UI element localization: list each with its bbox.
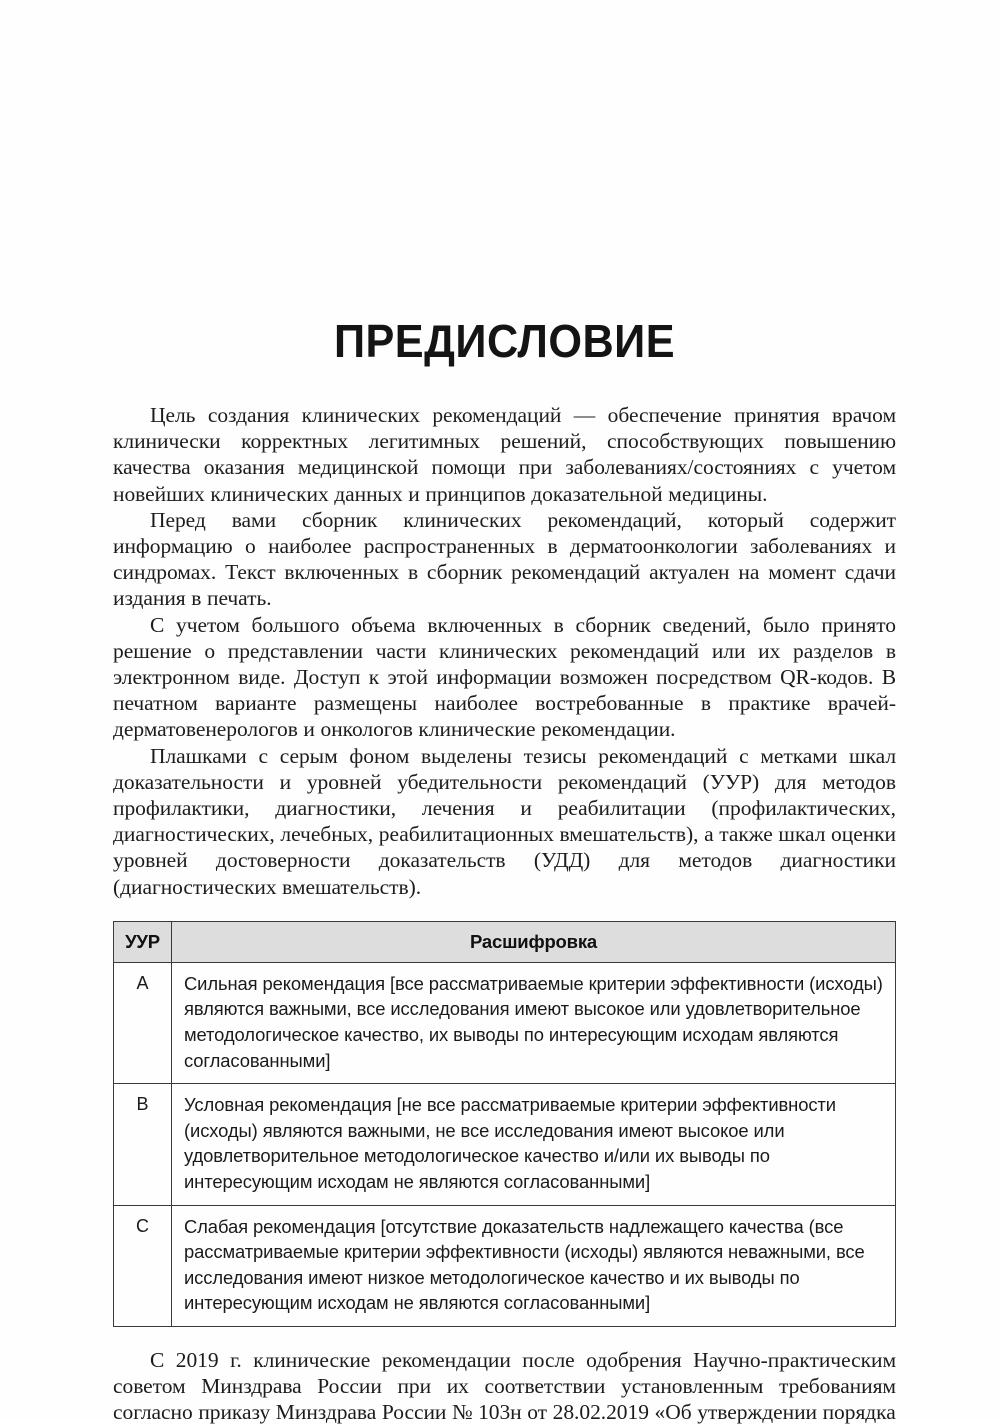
table-cell-description: Условная рекомендация [не все рассматриваемые критерии эффективности (исходы) являются важными, не все исследования имеют высокое или удовлетворительное методологическое качество и/или их выводы по интересующим исходам не являются согласованными] [172,1084,896,1205]
table-body [114,962,896,1326]
uur-table [113,921,896,1327]
table-header-row [114,921,896,962]
table-header-description: Расшифровка [172,921,896,962]
uur-table-wrapper [113,921,896,1327]
table-row [114,962,896,1083]
paragraph-collection-overview: Перед вами сборник клинических рекомендаций, который содержит информацию о наиболее распространенных в дерматоонкологии заболеваниях и синдромах. Текст включенных в сборник рекомендаций актуален на момент сдачи издания в печать. [113,507,896,611]
table-cell-code: B [114,1084,172,1205]
table-row [114,1084,896,1205]
table-cell-description: Сильная рекомендация [все рассматриваемые критерии эффективности (исходы) являются важными, все исследования имеют высокое или удовлетворительное методологическое качество, их выводы по интересующим исходам являются согласованными] [172,962,896,1083]
paragraph-ministry-order: С 2019 г. клинические рекомендации после одобрения Научно-практическим советом Минздрава России при их соответствии установленным требованиям согласно приказу Минздрава России № 103н от 28.02.2019 «Об утверждении порядка [113,1347,896,1425]
paragraph-electronic-format: С учетом большого объема включенных в сборник сведений, было принято решение о представлении части клинических рекомендаций или их разделов в электронном виде. Доступ к этой информации возможен посредством QR-кодов. В печатном варианте размещены наиболее востребованные в практике врачей-дерматовенерологов и онкологов клинические рекомендации. [113,612,896,742]
page-content [113,315,896,1426]
paragraph-purpose: Цель создания клинических рекомендаций — обеспечение принятия врачом клинически корректных легитимных решений, способствующих повышению качества оказания медицинской помощи при заболеваниях/состояниях с учетом новейших клинических данных и принципов доказательной медицины. [113,403,896,506]
table-cell-code: A [114,962,172,1083]
table-header [114,921,896,962]
table-row [114,1205,896,1326]
paragraph-gray-boxes: Плашками с серым фоном выделены тезисы рекомендаций с метками шкал доказательности и уровней убедительности рекомендаций (УУР) для методов профилактики, диагностики, лечения и реабилитации (профилактических, диагностических, лечебных, реабилитационных вмешательств), а также шкал оценки уровней достоверности доказательств (УДД) для методов диагностики (диагностических вмешательств). [113,743,896,899]
table-cell-code: C [114,1205,172,1326]
page-title: ПРЕДИСЛОВИЕ [333,315,676,367]
table-cell-description: Слабая рекомендация [отсутствие доказательств надлежащего качества (все рассматриваемые критерии эффективности (исходы) являются неважными, все исследования имеют низкое методологическое качество и их выводы по интересующим исходам не являются согласованными] [172,1205,896,1326]
table-header-uur: УУР [114,921,172,962]
